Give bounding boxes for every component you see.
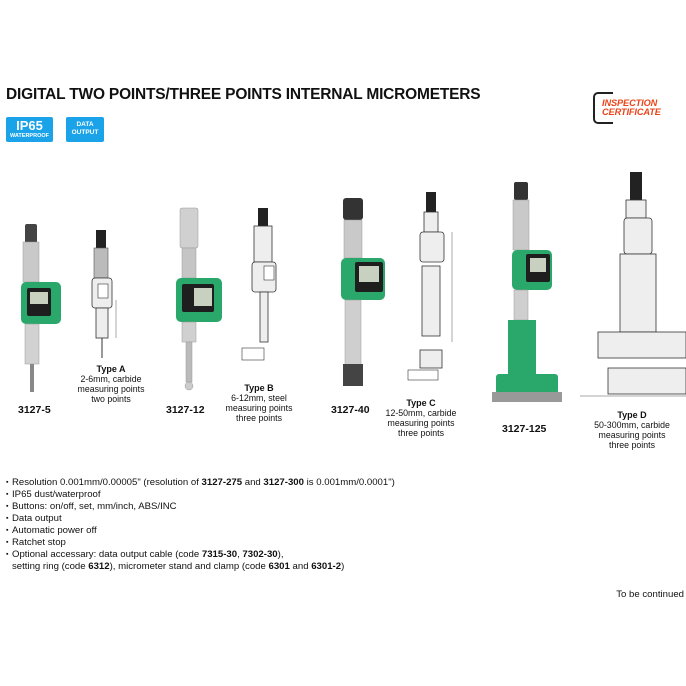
model-3127-12: 3127-12 xyxy=(166,404,205,416)
feature-code: 3127-275 xyxy=(201,477,243,488)
data-output-line1: DATA xyxy=(76,121,94,128)
feature-resolution xyxy=(6,477,395,489)
feature-text: is 0.001mm/0.0001") xyxy=(303,477,395,488)
type-b-name: Type B xyxy=(244,383,274,393)
type-b-line2: measuring points xyxy=(225,403,293,413)
type-c-name: Type C xyxy=(406,398,436,408)
feature-text: , xyxy=(237,549,243,560)
type-c-caption xyxy=(376,398,466,438)
type-a-caption xyxy=(66,364,156,404)
type-a-line3: two points xyxy=(91,394,131,404)
feature-ip65: ▪ IP65 dust/waterproof xyxy=(6,489,395,501)
type-b-caption xyxy=(214,383,304,423)
type-b-line1: 6-12mm, steel xyxy=(231,393,287,403)
feature-code: 6301-2 xyxy=(311,561,342,572)
feature-code: 6301 xyxy=(268,561,290,572)
type-d-drawing xyxy=(578,172,686,408)
type-b-drawing xyxy=(234,208,284,368)
type-d-caption xyxy=(586,410,678,450)
waterproof-label: WATERPROOF xyxy=(9,133,49,139)
type-c-line3: three points xyxy=(398,428,444,438)
type-d-name: Type D xyxy=(617,410,647,420)
ip65-badge xyxy=(6,117,53,142)
type-c-drawing xyxy=(406,192,458,382)
type-b-line3: three points xyxy=(236,413,282,423)
type-a-line1: 2-6mm, carbide xyxy=(80,374,142,384)
feature-optional-accessary xyxy=(6,549,395,573)
feature-text: ), micrometer stand and clamp (code xyxy=(109,561,269,572)
micrometer-3127-125-image xyxy=(488,180,572,410)
micrometer-3127-5-image xyxy=(16,222,66,402)
data-output-badge xyxy=(66,117,104,142)
to-be-continued: To be continued xyxy=(616,589,684,600)
feature-ratchet-stop: ▪ Ratchet stop xyxy=(6,537,395,549)
feature-text: Resolution 0.001mm/0.00005" (resolution of xyxy=(12,477,202,488)
ip65-badge-label: IP65 xyxy=(16,118,43,133)
certificate-text xyxy=(602,99,661,117)
type-d-line3: three points xyxy=(609,440,655,450)
model-3127-125: 3127-125 xyxy=(502,423,547,435)
feature-text: and xyxy=(289,561,312,572)
type-d-line2: measuring points xyxy=(598,430,666,440)
feature-code: 3127-300 xyxy=(263,477,304,488)
feature-text: setting ring (code xyxy=(12,561,89,572)
model-3127-40: 3127-40 xyxy=(331,404,370,416)
feature-code: 6312 xyxy=(88,561,110,572)
type-a-line2: measuring points xyxy=(77,384,145,394)
type-a-name: Type A xyxy=(96,364,126,374)
feature-text: and xyxy=(242,477,264,488)
feature-list xyxy=(6,477,395,573)
type-c-line1: 12-50mm, carbide xyxy=(385,408,457,418)
feature-data-output: ▪ Data output xyxy=(6,513,395,525)
feature-code: 7302-30 xyxy=(242,549,278,560)
certificate-line2: CERTIFICATE xyxy=(602,107,661,117)
type-d-line1: 50-300mm, carbide xyxy=(594,420,670,430)
feature-text: Optional accessary: data output cable (code xyxy=(12,549,202,560)
data-output-line2: OUTPUT xyxy=(71,129,99,136)
page-title: DIGITAL TWO POINTS/THREE POINTS INTERNAL MICROMETERS xyxy=(6,86,481,103)
feature-buttons: ▪ Buttons: on/off, set, mm/inch, ABS/INC xyxy=(6,501,395,513)
inspection-certificate-logo xyxy=(593,92,685,122)
feature-code: 7315-30 xyxy=(201,549,238,560)
type-c-line2: measuring points xyxy=(387,418,455,428)
feature-auto-power-off: ▪ Automatic power off xyxy=(6,525,395,537)
micrometer-3127-12-image xyxy=(172,206,228,402)
micrometer-3127-40-image xyxy=(333,196,389,396)
model-3127-5: 3127-5 xyxy=(18,404,51,416)
type-a-drawing xyxy=(88,230,128,360)
feature-text: ) xyxy=(341,561,345,572)
feature-text: ), xyxy=(277,549,284,560)
certificate-line1: INSPECTION xyxy=(602,98,658,108)
